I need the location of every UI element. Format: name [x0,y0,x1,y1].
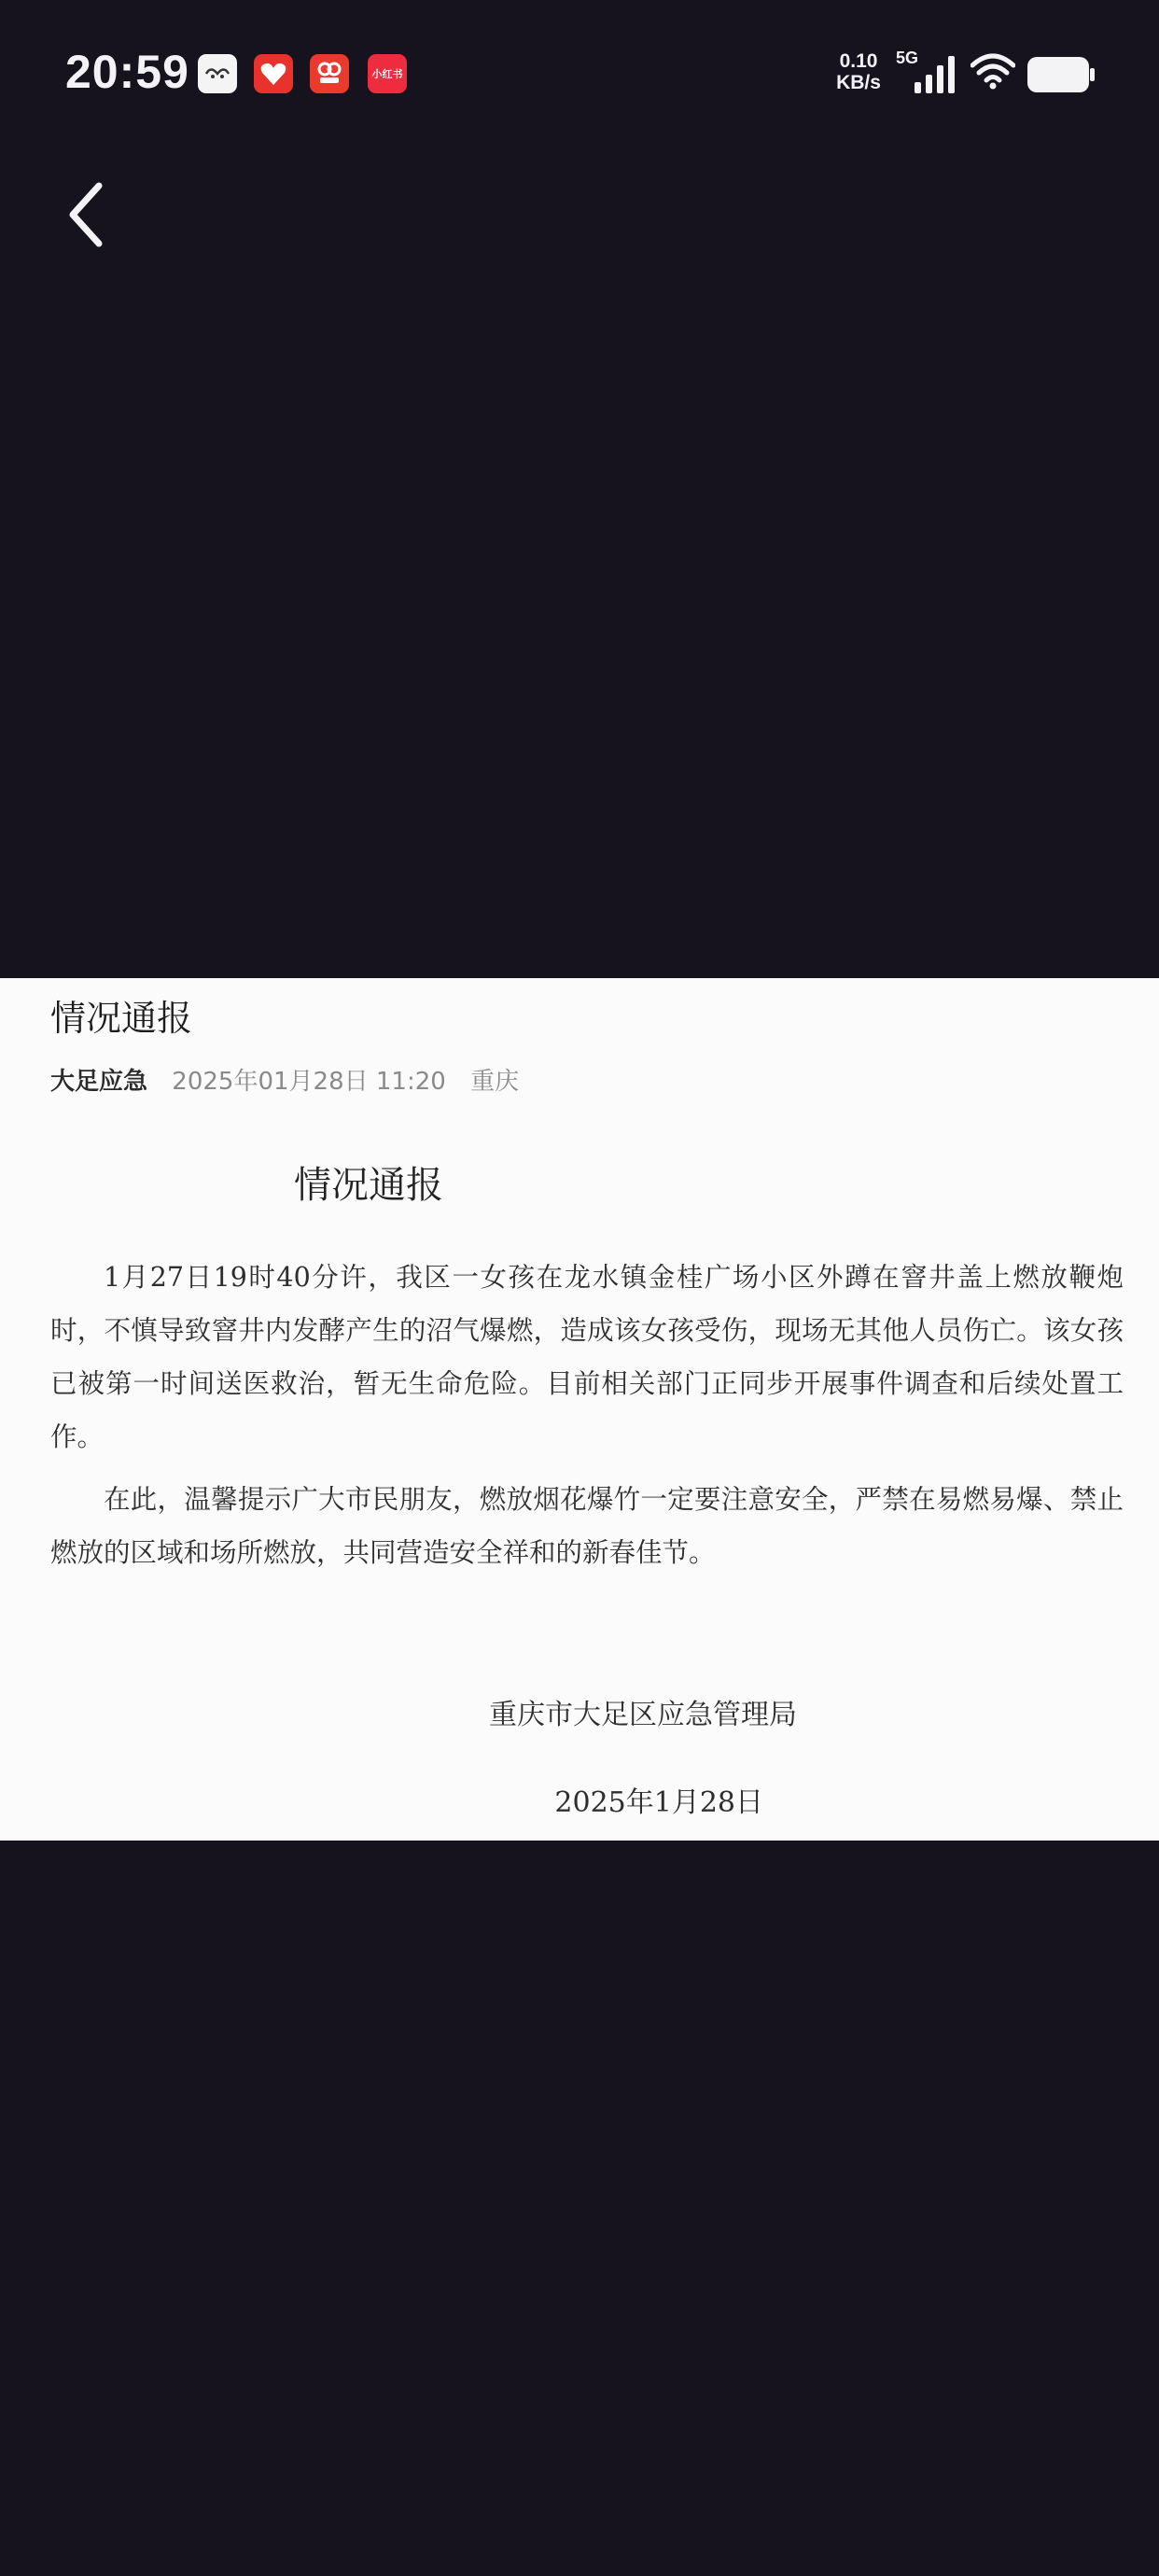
status-time: 20:59 [65,46,189,98]
article-datetime: 2025年01月28日 11:20 [172,1068,446,1096]
article-source: 大足应急 [50,1068,148,1096]
pinduoduo-icon [310,54,349,93]
notice-paragraph: 在此，温馨提示广大市民朋友，燃放烟花爆竹一定要注意安全，严禁在易燃易爆、禁止燃放的区域和场所燃放，共同营造安全祥和的新春佳节。 [50,1484,1124,1568]
chevron-left-icon [67,182,105,247]
network-speed-unit: KB/s [836,72,881,93]
notice-signature: 重庆市大足区应急管理局 [489,1699,797,1731]
notice-paragraph: 1月27日19时40分许，我区一女孩在龙水镇金桂广场小区外蹲在窨井盖上燃放鞭炮时，不慎导致窨井内发酵产生的沼气爆燃，造成该女孩受伤，现场无其他人员伤亡。该女孩已被第一时间送医救治，暂无生命危险。目前相关部门正同步开展事件调查和后续处置工作。 [50,1262,1124,1452]
notice-image[interactable] [0,978,1159,1841]
xiaohongshu-icon: 小红书 [368,54,407,93]
battery-icon [1026,56,1096,93]
article-heading: 情况通报 [50,998,193,1039]
notice-title: 情况通报 [294,1164,443,1207]
status-bar [0,0,1159,149]
wifi-icon [970,52,1015,90]
signal-icon [913,54,957,95]
network-speed [831,50,887,93]
back-button[interactable] [58,177,114,252]
network-type: 5G [896,49,919,67]
notification-app-icon [198,54,237,93]
app-store-icon [254,54,293,93]
network-speed-value: 0.10 [839,50,878,72]
notice-sign-date: 2025年1月28日 [554,1786,763,1819]
article-meta [50,1062,519,1097]
article-location: 重庆 [470,1068,520,1096]
